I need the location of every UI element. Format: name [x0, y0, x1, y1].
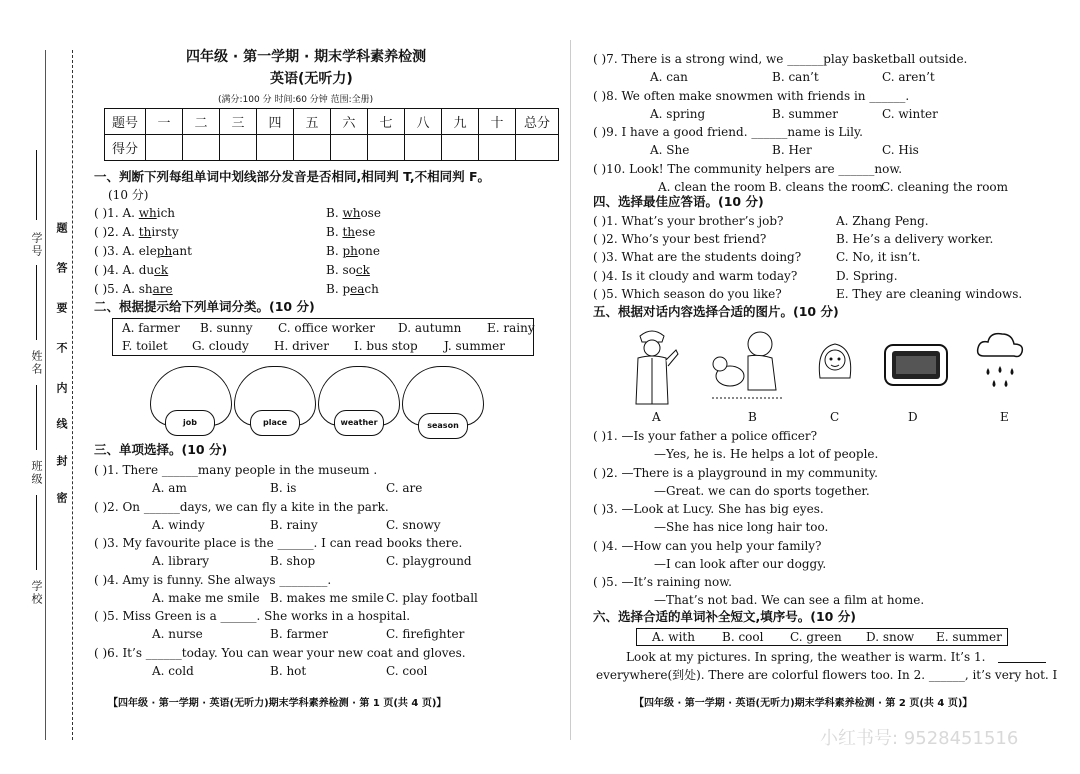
mc-question: ( )8. We often make snowmen with friends in ______.: [593, 88, 910, 103]
response-option[interactable]: B. He’s a delivery worker.: [836, 232, 994, 247]
mc-option[interactable]: A. library: [152, 554, 210, 568]
mc-option[interactable]: A. nurse: [152, 627, 203, 641]
mc-option[interactable]: C. snowy: [386, 517, 441, 532]
section6-option: D. snow: [866, 630, 915, 644]
word-bank-item: G. cloudy: [192, 339, 249, 353]
seal-char: 密: [55, 492, 68, 505]
mc-option[interactable]: C. firefighter: [386, 627, 465, 641]
score-header-cell: 一: [146, 109, 183, 135]
word-b-prefix: B.: [326, 244, 343, 258]
mc-option[interactable]: C. His: [882, 143, 919, 157]
picture-label: E: [1000, 410, 1009, 424]
mc-question: ( )9. I have a good friend. ______name is Lily.: [593, 125, 863, 139]
score-header-cell: 六: [331, 109, 368, 135]
section1-title: 一、判断下列每组单词中划线部分发音是否相同,相同判 T,不相同判 F。: [94, 169, 490, 184]
rain-cloud-picture: [974, 328, 1026, 392]
word-bank-item: C. office worker: [278, 321, 375, 335]
word-a-suffix: ich: [156, 206, 176, 220]
page-divider: [570, 40, 571, 740]
dialogue-answer: —She has nice long hair too.: [654, 520, 829, 534]
dialogue-question: ( )2. —There is a playground in my community.: [593, 465, 878, 480]
dialogue-answer: —That’s not bad. We can see a film at home.: [654, 593, 925, 607]
score-input-cell[interactable]: [331, 135, 368, 161]
mc-option[interactable]: B. hot: [270, 663, 307, 678]
binding-label-school: 学校: [30, 580, 43, 606]
seal-char: 不: [55, 342, 68, 355]
item-number: ( )4. A.: [94, 263, 135, 277]
score-header-cell: 题号: [105, 109, 146, 135]
section1-points: (10 分): [108, 188, 149, 202]
mc-question: ( )3. My favourite place is the ______. I can read books there.: [94, 536, 463, 550]
watermark: 小红书号: 9528451516: [820, 728, 1019, 749]
seal-char: 封: [55, 455, 68, 468]
seal-char: 要: [55, 302, 68, 315]
mc-option[interactable]: A. cold: [152, 663, 194, 678]
word-a-underlined: ph: [156, 244, 173, 258]
mc-question: ( )5. Miss Green is a ______. She works in a hospital.: [94, 609, 411, 623]
section6-option: E. summer: [936, 630, 1002, 644]
response-question: ( )3. What are the students doing?: [593, 250, 802, 265]
section4-title: 四、选择最佳应答语。(10 分): [593, 194, 764, 209]
mushroom-label-season[interactable]: season: [418, 413, 468, 439]
word-b-prefix: B.: [326, 206, 343, 220]
dialogue-answer: —Yes, he is. He helps a lot of people.: [654, 447, 879, 461]
page-title: 四年级 · 第一学期 · 期末学科素养检测: [186, 49, 427, 65]
pronunciation-item-b: [326, 206, 381, 220]
score-header-cell: 总分: [516, 109, 559, 135]
dialogue-answer: —Great. we can do sports together.: [654, 483, 870, 498]
seal-char: 答: [55, 262, 68, 275]
response-option[interactable]: E. They are cleaning windows.: [836, 286, 1023, 301]
word-bank-item: B. sunny: [200, 321, 253, 335]
word-b-underlined: th: [342, 225, 356, 239]
word-a-prefix: sh: [138, 282, 153, 296]
item-number: ( )5. A.: [94, 282, 135, 296]
mc-option[interactable]: C. are: [386, 481, 423, 495]
mc-question: ( )1. There ______many people in the museum .: [94, 463, 378, 477]
mushroom-label-weather[interactable]: weather: [334, 410, 384, 436]
word-bank-item: E. rainy: [487, 321, 535, 335]
score-header-cell: 二: [183, 109, 220, 135]
section6-title: 六、选择合适的单词补全短文,填序号。(10 分): [593, 609, 856, 624]
item-number: ( )2. A.: [94, 225, 135, 239]
score-input-cell[interactable]: [479, 135, 516, 161]
score-header-cell: 七: [368, 109, 405, 135]
mc-question: ( )10. Look! The community helpers are ______now.: [593, 161, 903, 176]
score-input-cell[interactable]: [368, 135, 405, 161]
word-b-suffix: ose: [360, 206, 381, 220]
response-question: ( )2. Who’s your best friend?: [593, 232, 767, 247]
exam-info: (满分:100 分 时间:60 分钟 范围:全册): [218, 95, 374, 105]
binding-label-student-id: 学号: [30, 232, 43, 258]
binding-blank: [36, 150, 37, 220]
dialogue-question: ( )1. —Is your father a police officer?: [593, 429, 818, 443]
mc-option[interactable]: C. play football: [386, 590, 478, 605]
mc-option[interactable]: B. farmer: [270, 627, 328, 641]
mc-question: ( )4. Amy is funny. She always ________.: [94, 572, 332, 587]
mc-option[interactable]: A. make me smile: [152, 590, 260, 605]
word-a-underlined: th: [138, 225, 152, 239]
score-input-cell[interactable]: [220, 135, 257, 161]
response-question: ( )1. What’s your brother’s job?: [593, 214, 784, 228]
mushroom-label-place[interactable]: place: [250, 410, 300, 436]
word-b-underlined: ck: [355, 263, 370, 277]
score-header-cell: 五: [294, 109, 331, 135]
girl-picture: [812, 338, 858, 384]
mc-option[interactable]: A. can: [650, 70, 688, 84]
score-input-cell[interactable]: [146, 135, 183, 161]
section3-title: 三、单项选择。(10 分): [94, 442, 228, 457]
mc-option[interactable]: B. Her: [772, 143, 812, 157]
mc-option[interactable]: A. windy: [152, 517, 205, 532]
picture-label: D: [908, 410, 918, 424]
response-question: ( )4. Is it cloudy and warm today?: [593, 268, 798, 283]
score-input-cell[interactable]: [257, 135, 294, 161]
score-header-cell: 九: [442, 109, 479, 135]
word-bank-item: J. summer: [444, 339, 505, 353]
item-number: ( )1. A.: [94, 206, 135, 220]
word-b-underlined: ea: [350, 282, 365, 296]
score-input-cell[interactable]: [294, 135, 331, 161]
word-b-suffix: ese: [355, 225, 376, 239]
pronunciation-item-b: [326, 282, 379, 296]
word-a-underlined: ck: [154, 263, 169, 277]
mc-option[interactable]: B. rainy: [270, 517, 318, 532]
score-table: [104, 108, 559, 161]
word-b-suffix: one: [357, 244, 380, 258]
mc-question: ( )7. There is a strong wind, we ______play basketball outside.: [593, 52, 968, 66]
score-header-cell: 三: [220, 109, 257, 135]
pronunciation-item-b: [326, 225, 375, 239]
word-a-suffix: irsty: [151, 225, 179, 239]
seal-char: 题: [55, 222, 68, 235]
score-input-cell[interactable]: [405, 135, 442, 161]
word-b-prefix: B. so: [326, 263, 356, 277]
tv-picture: [884, 344, 948, 386]
picture-label: B: [748, 410, 757, 424]
binding-blank: [36, 265, 37, 340]
binding-label-class: 班级: [30, 460, 43, 486]
dialogue-question: ( )3. —Look at Lucy. She has big eyes.: [593, 502, 824, 516]
word-bank-item: D. autumn: [398, 321, 462, 335]
section5-title: 五、根据对话内容选择合适的图片。(10 分): [593, 304, 839, 319]
mc-option[interactable]: A. am: [152, 481, 187, 495]
section6-line-1: Look at my pictures. In spring, the weather is warm. It’s 1.: [626, 650, 986, 664]
response-option[interactable]: D. Spring.: [836, 268, 898, 283]
pronunciation-item: [94, 244, 192, 258]
page-subtitle: 英语(无听力): [270, 71, 353, 87]
mc-option[interactable]: B. is: [270, 481, 297, 495]
mc-option[interactable]: A. She: [650, 143, 690, 157]
mc-option[interactable]: C. winter: [882, 106, 938, 121]
score-input-cell[interactable]: [183, 135, 220, 161]
score-header-cell: 四: [257, 109, 294, 135]
word-b-underlined: wh: [342, 206, 361, 220]
dialogue-question: ( )4. —How can you help your family?: [593, 538, 822, 553]
word-b-prefix: B. p: [326, 282, 351, 296]
mc-option[interactable]: B. cleans the room: [769, 179, 883, 194]
picture-label: A: [652, 410, 661, 424]
binding-solid-line: [45, 50, 46, 740]
binding-blank: [36, 495, 37, 570]
seal-char: 内: [55, 382, 68, 395]
picture-label: C: [830, 410, 840, 424]
pronunciation-item: [94, 206, 175, 220]
footer-page-1: 【四年级 · 第一学期 · 英语(无听力)期末学科素养检测 · 第 1 页(共 4 页)】: [108, 698, 447, 709]
score-input-cell[interactable]: [442, 135, 479, 161]
mc-question: ( )6. It’s ______today. You can wear your new coat and gloves.: [94, 645, 466, 660]
mushroom-label-job[interactable]: job: [165, 410, 215, 436]
mc-option[interactable]: C. aren’t: [882, 70, 935, 84]
word-a-underlined: wh: [138, 206, 157, 220]
dialogue-question: ( )5. —It’s raining now.: [593, 575, 732, 589]
response-question: ( )5. Which season do you like?: [593, 286, 782, 301]
seal-char: 线: [55, 418, 68, 431]
word-b-prefix: B.: [326, 225, 343, 239]
police-officer-picture: [622, 326, 682, 406]
pronunciation-item: [94, 282, 173, 296]
mc-option[interactable]: B. summer: [772, 106, 838, 121]
footer-page-2: 【四年级 · 第一学期 · 英语(无听力)期末学科素养检测 · 第 2 页(共 4 页)】: [634, 698, 973, 709]
response-option[interactable]: A. Zhang Peng.: [836, 214, 929, 228]
score-header-cell: 八: [405, 109, 442, 135]
section6-option: B. cool: [722, 630, 764, 644]
section6-option: C. green: [790, 630, 842, 644]
pronunciation-item: [94, 263, 168, 277]
binding-label-name: 姓名: [30, 350, 43, 376]
binding-dashed-line: [72, 50, 73, 740]
word-a-underlined: are: [152, 282, 173, 296]
score-row-label: 得分: [105, 135, 146, 161]
boy-with-dog-picture: [708, 326, 788, 406]
word-bank-item: H. driver: [274, 339, 329, 353]
mc-option[interactable]: A. clean the room: [658, 179, 766, 194]
score-header-cell: 十: [479, 109, 516, 135]
mc-question: ( )2. On ______days, we can fly a kite in the park.: [94, 499, 389, 514]
section2-title: 二、根据提示给下列单词分类。(10 分): [94, 299, 315, 314]
word-b-underlined: ph: [342, 244, 358, 258]
mc-option[interactable]: C. cool: [386, 663, 428, 678]
mc-option[interactable]: B. can’t: [772, 70, 819, 84]
pronunciation-item: [94, 225, 179, 239]
word-bank-item: I. bus stop: [354, 339, 418, 353]
binding-blank: [36, 385, 37, 450]
mc-option[interactable]: C. playground: [386, 554, 472, 568]
answer-blank[interactable]: [998, 662, 1046, 663]
mc-option[interactable]: B. makes me smile: [270, 590, 384, 605]
dialogue-answer: —I can look after our doggy.: [654, 556, 827, 571]
word-a-prefix: ele: [138, 244, 157, 258]
section6-option: A. with: [652, 630, 695, 644]
word-b-suffix: ch: [364, 282, 379, 296]
word-bank-item: A. farmer: [122, 321, 180, 335]
pronunciation-item-b: [326, 244, 380, 258]
word-a-prefix: du: [138, 263, 155, 277]
word-a-suffix: ant: [172, 244, 192, 258]
word-bank-item: F. toilet: [122, 339, 168, 353]
response-option[interactable]: C. No, it isn’t.: [836, 250, 921, 265]
item-number: ( )3. A.: [94, 244, 135, 258]
pronunciation-item-b: [326, 263, 370, 277]
mc-option[interactable]: C. cleaning the room: [881, 179, 1009, 194]
mc-option[interactable]: A. spring: [650, 106, 706, 121]
mc-option[interactable]: B. shop: [270, 554, 316, 568]
score-input-cell[interactable]: [516, 135, 559, 161]
section6-line-2: everywhere(到处). There are colorful flowers too. In 2. ______, it’s very hot. I: [596, 668, 1058, 682]
